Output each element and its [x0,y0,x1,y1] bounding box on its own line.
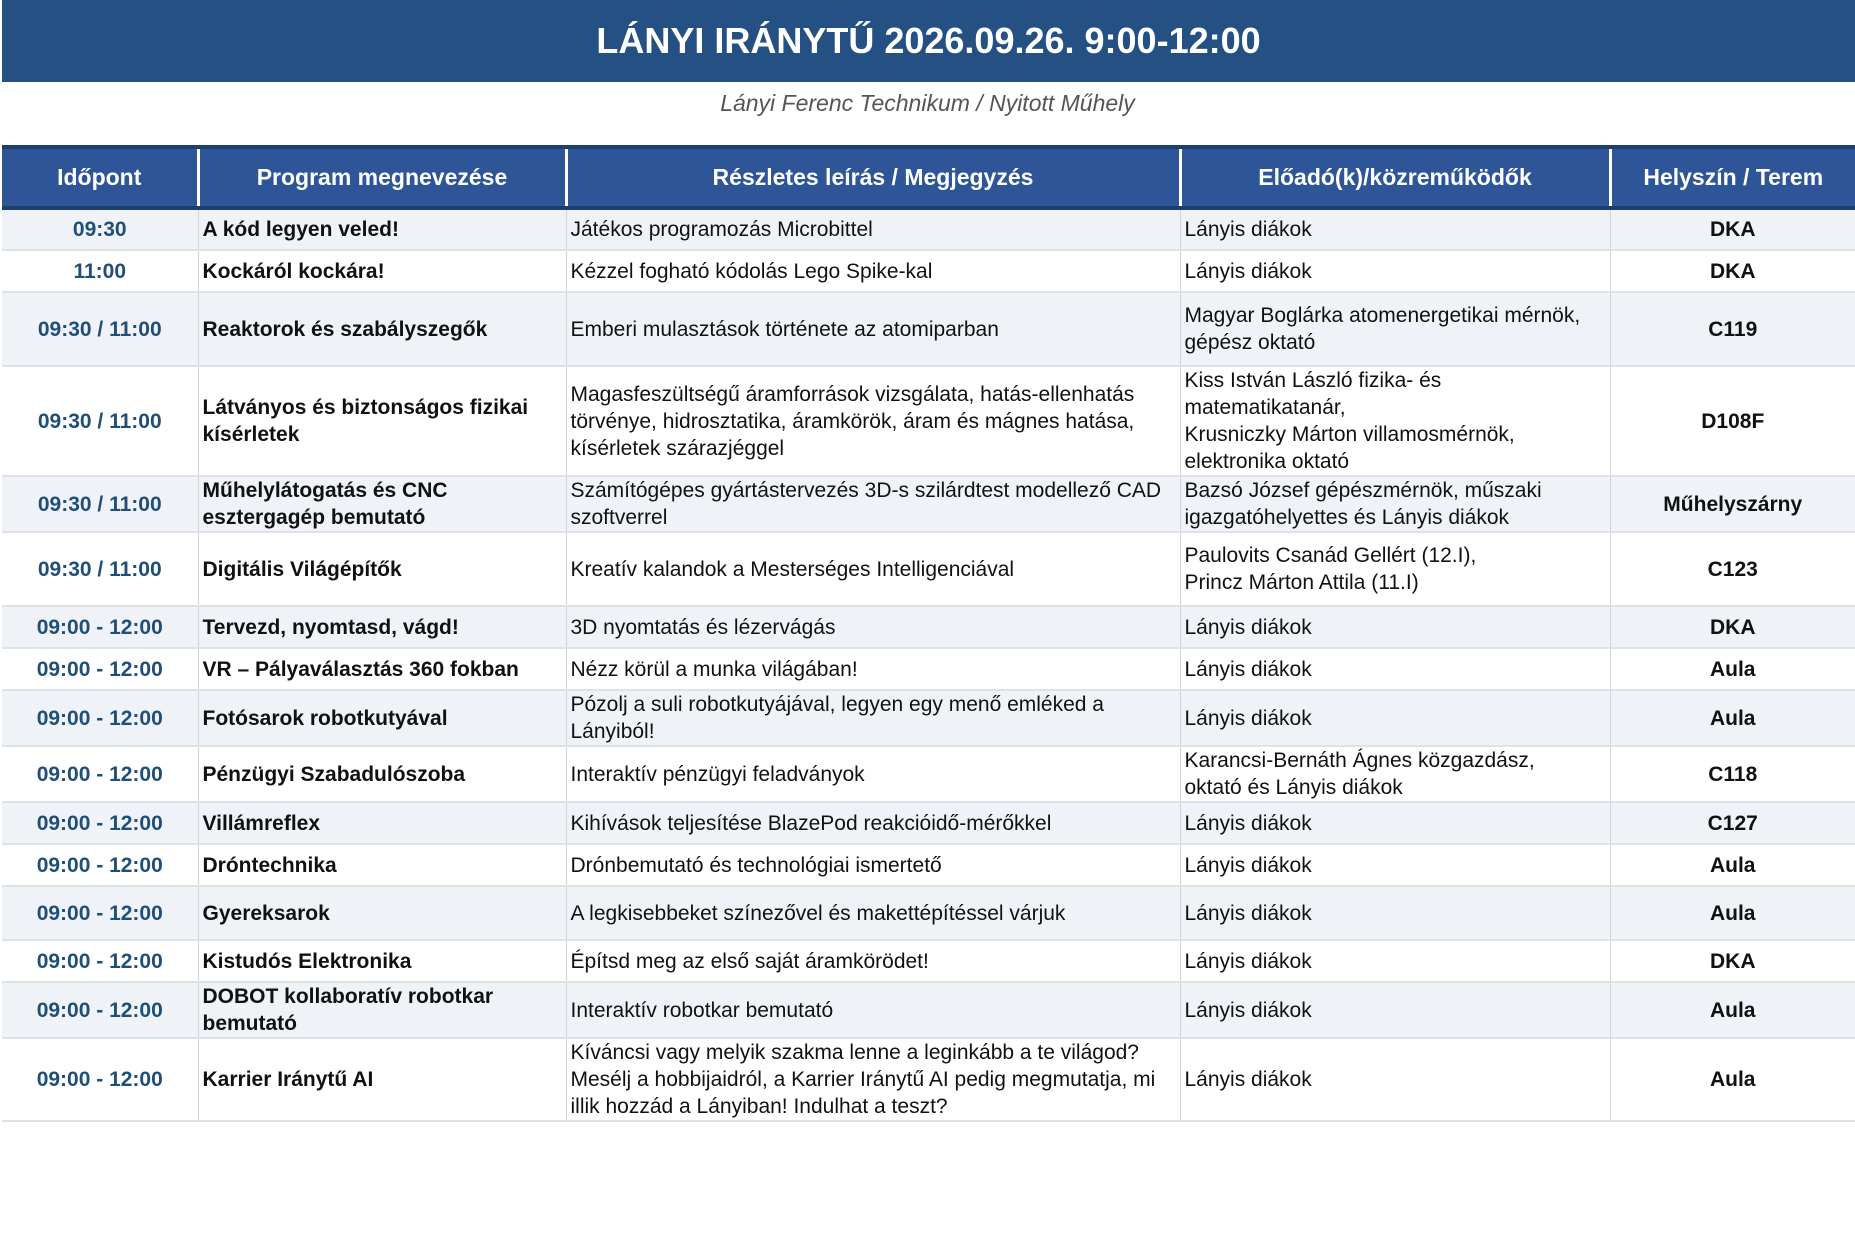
column-header-description: Részletes leírás / Megjegyzés [566,147,1180,208]
cell-presenters: Lányis diákok [1180,940,1610,982]
cell-program-name: Digitális Világépítők [198,532,566,606]
cell-presenters: Lányis diákok [1180,648,1610,690]
cell-location: C119 [1610,292,1855,366]
cell-time: 09:00 - 12:00 [2,982,198,1038]
cell-description: Játékos programozás Microbittel [566,208,1180,250]
cell-description: Pózolj a suli robotkutyájával, legyen egy menő emléked a Lányiból! [566,690,1180,746]
cell-program-name: Látványos és biztonságos fizikai kísérletek [198,366,566,476]
cell-presenters: Kiss István László fizika- és matematikatanár, Krusniczky Márton villamosmérnök, elektronika oktató [1180,366,1610,476]
table-row [2,690,1855,746]
table-row [2,476,1855,532]
cell-location: Aula [1610,982,1855,1038]
cell-program-name: Műhelylátogatás és CNC esztergagép bemutató [198,476,566,532]
cell-location: Aula [1610,1038,1855,1121]
cell-presenters: Lányis diákok [1180,208,1610,250]
cell-description: Drónbemutató és technológiai ismertető [566,844,1180,886]
cell-description: Nézz körül a munka világában! [566,648,1180,690]
cell-description: 3D nyomtatás és lézervágás [566,606,1180,648]
table-row [2,844,1855,886]
cell-presenters: Lányis diákok [1180,606,1610,648]
cell-description: A legkisebbeket színezővel és makettépítéssel várjuk [566,886,1180,940]
cell-presenters: Lányis diákok [1180,690,1610,746]
cell-location: D108F [1610,366,1855,476]
table-row [2,648,1855,690]
cell-location: C123 [1610,532,1855,606]
table-row [2,802,1855,844]
cell-location: C118 [1610,746,1855,802]
cell-location: DKA [1610,208,1855,250]
cell-description: Interaktív robotkar bemutató [566,982,1180,1038]
cell-description: Interaktív pénzügyi feladványok [566,746,1180,802]
cell-time: 11:00 [2,250,198,292]
table-row [2,292,1855,366]
cell-time: 09:00 - 12:00 [2,802,198,844]
cell-location: Aula [1610,886,1855,940]
cell-location: Aula [1610,844,1855,886]
cell-program-name: Tervezd, nyomtasd, vágd! [198,606,566,648]
cell-location: C127 [1610,802,1855,844]
cell-description: Magasfeszültségű áramforrások vizsgálata, hatás-ellenhatás törvénye, hidrosztatika, áramkörök, áram és mágnes hatása, kísérletek szárazjéggel [566,366,1180,476]
cell-presenters: Lányis diákok [1180,1038,1610,1121]
page-title: LÁNYI IRÁNYTŰ 2026.09.26. 9:00-12:00 [2,0,1855,82]
cell-presenters: Bazsó József gépészmérnök, műszaki igazgatóhelyettes és Lányis diákok [1180,476,1610,532]
cell-program-name: Fotósarok robotkutyával [198,690,566,746]
cell-time: 09:00 - 12:00 [2,746,198,802]
cell-program-name: Kistudós Elektronika [198,940,566,982]
cell-presenters: Lányis diákok [1180,886,1610,940]
schedule-header [2,147,1855,208]
cell-time: 09:30 / 11:00 [2,366,198,476]
schedule-table [2,145,1855,1122]
cell-time: 09:00 - 12:00 [2,886,198,940]
table-row [2,606,1855,648]
cell-time: 09:30 [2,208,198,250]
cell-program-name: Dróntechnika [198,844,566,886]
cell-time: 09:30 / 11:00 [2,292,198,366]
cell-program-name: Karrier Iránytű AI [198,1038,566,1121]
cell-time: 09:00 - 12:00 [2,648,198,690]
cell-description: Emberi mulasztások története az atomiparban [566,292,1180,366]
cell-program-name: DOBOT kollaboratív robotkar bemutató [198,982,566,1038]
table-row [2,746,1855,802]
cell-program-name: VR – Pályaválasztás 360 fokban [198,648,566,690]
cell-description: Számítógépes gyártástervezés 3D-s szilárdtest modellező CAD szoftverrel [566,476,1180,532]
cell-program-name: Reaktorok és szabályszegők [198,292,566,366]
cell-description: Építsd meg az első saját áramkörödet! [566,940,1180,982]
cell-location: DKA [1610,940,1855,982]
cell-presenters: Karancsi-Bernáth Ágnes közgazdász, oktató és Lányis diákok [1180,746,1610,802]
table-row [2,208,1855,250]
cell-time: 09:00 - 12:00 [2,606,198,648]
cell-program-name: Villámreflex [198,802,566,844]
table-row [2,886,1855,940]
cell-presenters: Lányis diákok [1180,250,1610,292]
table-row [2,250,1855,292]
cell-time: 09:30 / 11:00 [2,532,198,606]
table-row [2,366,1855,476]
schedule-body [2,208,1855,1121]
cell-presenters: Lányis diákok [1180,844,1610,886]
cell-program-name: Pénzügyi Szabadulószoba [198,746,566,802]
cell-program-name: A kód legyen veled! [198,208,566,250]
cell-time: 09:00 - 12:00 [2,940,198,982]
table-row [2,982,1855,1038]
cell-program-name: Gyereksarok [198,886,566,940]
cell-location: Aula [1610,648,1855,690]
cell-description: Kreatív kalandok a Mesterséges Intelligenciával [566,532,1180,606]
cell-presenters: Paulovits Csanád Gellért (12.I), Princz Márton Attila (11.I) [1180,532,1610,606]
cell-program-name: Kockáról kockára! [198,250,566,292]
cell-location: Műhelyszárny [1610,476,1855,532]
cell-description: Kíváncsi vagy melyik szakma lenne a leginkább a te világod? Mesélj a hobbijaidról, a Karrier Iránytű AI pedig megmutatja, mi illik hozzád a Lányiban! Indulhat a teszt? [566,1038,1180,1121]
cell-time: 09:00 - 12:00 [2,1038,198,1121]
column-header-program: Program megnevezése [198,147,566,208]
cell-presenters: Lányis diákok [1180,982,1610,1038]
cell-location: DKA [1610,250,1855,292]
column-header-time: Időpont [2,147,198,208]
cell-description: Kihívások teljesítése BlazePod reakcióidő-mérőkkel [566,802,1180,844]
page-subtitle: Lányi Ferenc Technikum / Nyitott Műhely [720,90,1135,116]
table-row [2,940,1855,982]
cell-time: 09:30 / 11:00 [2,476,198,532]
cell-time: 09:00 - 12:00 [2,844,198,886]
cell-description: Kézzel fogható kódolás Lego Spike-kal [566,250,1180,292]
cell-location: DKA [1610,606,1855,648]
column-header-location: Helyszín / Terem [1610,147,1855,208]
column-header-presenters: Előadó(k)/közreműködők [1180,147,1610,208]
table-row [2,532,1855,606]
cell-time: 09:00 - 12:00 [2,690,198,746]
cell-location: Aula [1610,690,1855,746]
cell-presenters: Lányis diákok [1180,802,1610,844]
table-row [2,1038,1855,1121]
cell-presenters: Magyar Boglárka atomenergetikai mérnök, gépész oktató [1180,292,1610,366]
